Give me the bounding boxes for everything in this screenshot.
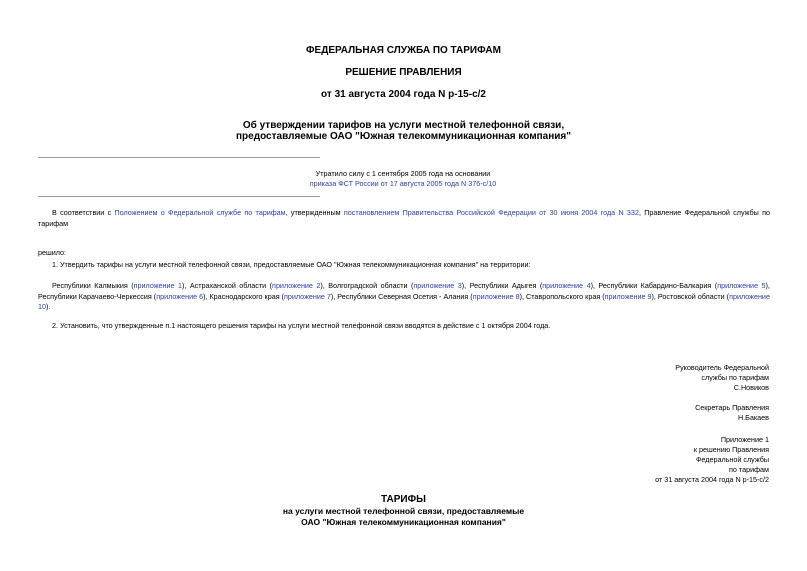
tariffs-subtitle-1: на услуги местной телефонной связи, предоставляемые — [282, 506, 525, 516]
regions-paragraph: Республики Калмыкия (приложение 1), Астраханской области (приложение 2), Волгоградской области (приложение 3), Республики Адыгея (приложение 4), Республики Кабардино-Балкария (приложение 5), Республики Карачаево-Черкессия (приложение 6), Краснодарского края (приложение 7), Республики Северная Осетия - Алания (приложение 8), Ставропольского края (приложение 9), Ростовской области (приложение 10). — [38, 281, 770, 311]
agency-heading: ФЕДЕРАЛЬНАЯ СЛУЖБА ПО ТАРИФАМ — [306, 45, 501, 56]
tariffs-title: ТАРИФЫ — [381, 494, 426, 505]
head-name: С.Новиков — [733, 383, 769, 392]
decision-date: от 31 августа 2004 года N р-15-с/2 — [321, 89, 486, 100]
secretary-name: Н.Бакаев — [737, 413, 769, 422]
secretary-title: Секретарь Правления — [695, 403, 769, 412]
item-2: 2. Установить, что утвержденные п.1 настоящего решения тарифы на услуги местной телефонной связи вводятся в действие с 1 октября 2004 года. — [52, 321, 551, 330]
regulation-link[interactable]: Положением о Федеральной службе по тарифам — [114, 208, 286, 217]
appendix-4-link[interactable]: приложение 4 — [542, 281, 591, 290]
document-title-line-2: предоставляемые ОАО "Южная телекоммуникационная компания" — [236, 131, 571, 142]
decision-heading: РЕШЕНИЕ ПРАВЛЕНИЯ — [345, 67, 462, 78]
document-title-line-1: Об утверждении тарифов на услуги местной телефонной связи, — [242, 120, 565, 131]
repeal-notice — [170, 169, 636, 189]
item-1: 1. Утвердить тарифы на услуги местной телефонной связи, предоставляемые ОАО "Южная телекоммуникационная компания" на территории: — [52, 260, 531, 269]
head-signature — [675, 363, 769, 393]
top-divider — [38, 157, 320, 158]
appendix-6-link[interactable]: приложение 6 — [156, 291, 204, 301]
secretary-signature — [695, 403, 769, 423]
tariffs-subtitle-2: ОАО "Южная телекоммуникационная компания" — [301, 517, 506, 527]
resolved-label: решило: — [38, 248, 67, 257]
government-decree-link[interactable]: постановлением Правительства Российской Федерации от 30 июня 2004 года N 332 — [343, 208, 639, 217]
repeal-text: Утратило силу с 1 сентября 2005 года на основании — [315, 169, 491, 178]
appendix-1-link[interactable]: приложение 1 — [133, 281, 182, 290]
repeal-order-link[interactable]: приказа ФСТ России от 17 августа 2005 года N 376-с/10 — [309, 179, 497, 188]
bottom-divider — [38, 196, 320, 197]
appendix-10-link[interactable]: приложение 10 — [38, 291, 770, 311]
appendix-2-link[interactable]: приложение 2 — [272, 281, 321, 290]
appendix-5-link[interactable]: приложение 5 — [717, 281, 766, 290]
head-title-line-2: службы по тарифам — [701, 373, 769, 382]
appendix-3-link[interactable]: приложение 3 — [413, 281, 462, 290]
head-title-line-1: Руководитель Федеральной — [675, 363, 769, 372]
preamble-paragraph: В соответствии с Положением о Федеральной службе по тарифам, утвержденным постановлением Правительства Российской Федерации от 30 июня 2004 года N 332, Правление Федеральной службы по тарифам — [38, 208, 771, 228]
appendix-reference: Приложение 1 к решению Правления Федеральной службы по тарифам от 31 августа 2004 года N р-15-с/2 — [655, 435, 769, 484]
appendix-7-link[interactable]: приложение 7 — [284, 291, 331, 301]
appendix-8-link[interactable]: приложение 8 — [472, 291, 520, 301]
appendix-9-link[interactable]: приложение 9 — [604, 291, 652, 301]
